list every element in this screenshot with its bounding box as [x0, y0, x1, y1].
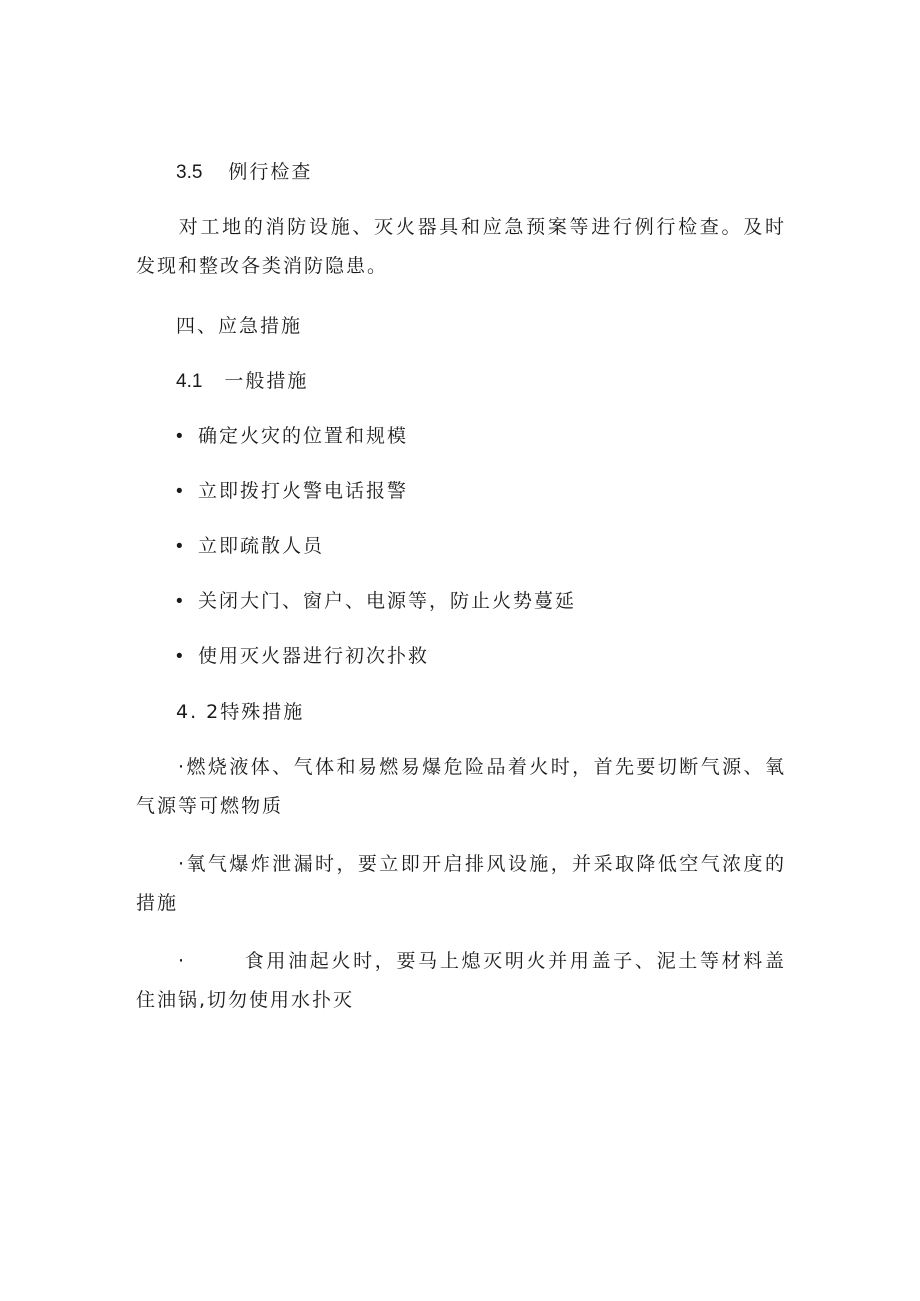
section-heading-4-1 — [176, 369, 308, 394]
bullet-icon: • — [176, 646, 185, 667]
list-item: • 关闭大门、窗户、电源等，防止火势蔓延 — [176, 590, 577, 612]
list-item: • 使用灭火器进行初次扑救 — [176, 645, 430, 667]
chapter-heading-4: 四、应急措施 — [176, 315, 303, 337]
section-title: 一般措施 — [224, 370, 309, 392]
bullet-icon: · — [178, 950, 187, 972]
list-item: · 食用油起火时，要马上熄灭明火并用盖子、泥土等材料盖住油锅,切勿使用水扑灭 — [136, 950, 786, 1011]
bullet-icon: • — [176, 426, 185, 447]
bullet-icon: · — [178, 756, 187, 778]
list-item: • 立即疏散人员 — [176, 535, 325, 557]
bullet-icon: • — [176, 481, 185, 502]
bullet-icon: • — [176, 591, 185, 612]
list-item: ·燃烧液体、气体和易燃易爆危险品着火时，首先要切断气源、氧气源等可燃物质 — [136, 756, 786, 817]
section-title: 例行检查 — [228, 161, 313, 183]
list-item: ·氧气爆炸泄漏时，要立即开启排风设施，并采取降低空气浓度的措施 — [136, 853, 786, 914]
section-number: 3.5 — [176, 162, 203, 183]
section-number: 4.1 — [176, 371, 203, 392]
section-paragraph: 对工地的消防设施、灭火器具和应急预案等进行例行检查。及时发现和整改各类消防隐患。 — [136, 216, 786, 277]
list-item: • 立即拨打火警电话报警 — [176, 480, 409, 502]
bullet-icon: · — [178, 853, 187, 875]
bullet-icon: • — [176, 536, 185, 557]
section-heading-4-2: 4. 2特殊措施 — [176, 701, 305, 723]
section-heading-3-5 — [176, 160, 312, 185]
list-item: • 确定火灾的位置和规模 — [176, 425, 409, 447]
